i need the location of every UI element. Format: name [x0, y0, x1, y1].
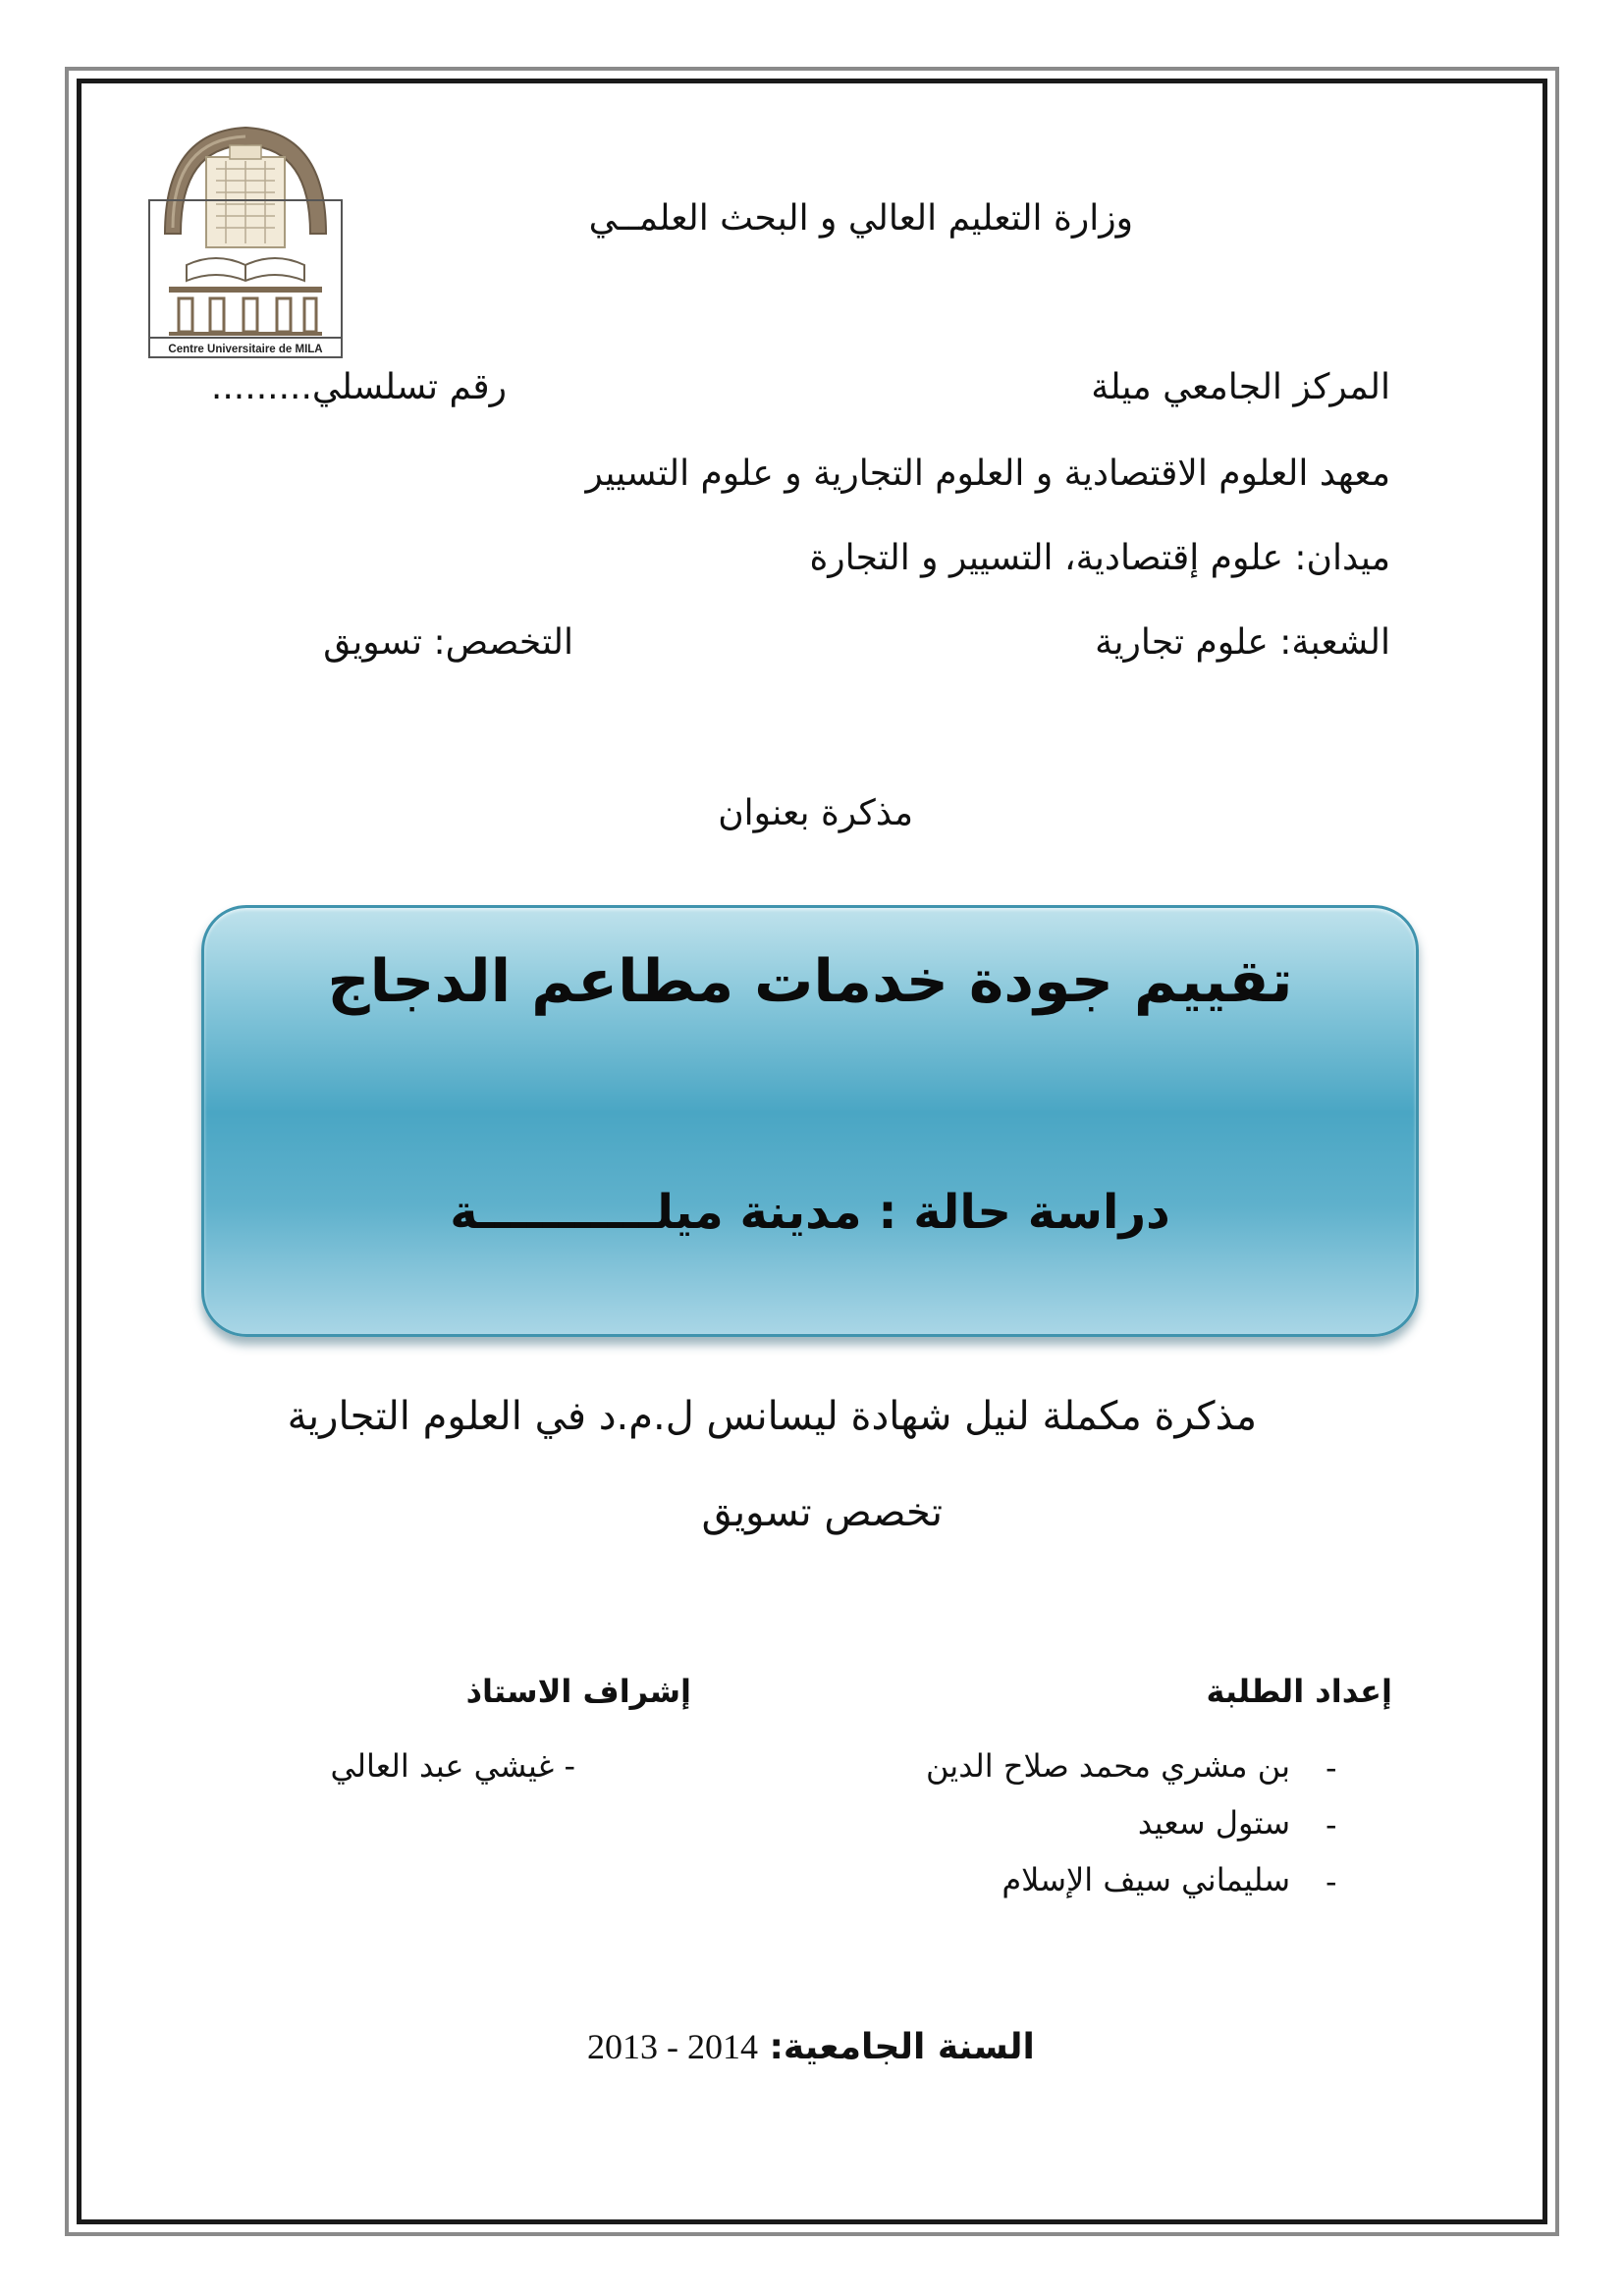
student-name-3: سليماني سيف الإسلام [1001, 1861, 1290, 1898]
institute-name: معهد العلوم الاقتصادية و العلوم التجارية و علوم التسيير [585, 454, 1390, 494]
academic-year-label: السنة الجامعية: [769, 2027, 1035, 2067]
university-logo [147, 118, 344, 358]
supervisor-name: - غيشي عبد العالي [330, 1747, 575, 1785]
students-heading: إعداد الطلبة [1206, 1673, 1392, 1710]
thesis-title: تقييم جودة خدمات مطاعم الدجاج [327, 947, 1293, 1016]
center-name: المركز الجامعي ميلة [1091, 367, 1390, 407]
degree-specialty: تخصص تسويق [701, 1490, 943, 1535]
serial-number: رقم تسلسلي......... [210, 367, 507, 407]
student-dash-3: - [1326, 1863, 1337, 1900]
branch-name: الشعبة: علوم تجارية [1095, 622, 1390, 663]
supervisor-heading: إشراف الاستاذ [465, 1673, 691, 1710]
student-name-2: ستول سعيد [1137, 1804, 1290, 1842]
memo-label: مذكرة بعنوان [718, 793, 913, 833]
logo-caption: Centre Universitaire de MILA [168, 344, 323, 355]
student-dash-2: - [1326, 1806, 1337, 1843]
academic-year-value: 2013 - 2014 [587, 2027, 758, 2066]
academic-year [587, 2026, 1035, 2067]
student-name-1: بن مشري محمد صلاح الدين [925, 1747, 1290, 1785]
student-dash-1: - [1326, 1749, 1337, 1787]
specialty-name: التخصص: تسويق [323, 622, 573, 663]
case-study-title: دراسة حالة : مدينة ميلـــــــــــة [450, 1185, 1170, 1240]
ministry-title: وزارة التعليم العالي و البحث العلمــي [588, 198, 1133, 239]
title-box [201, 905, 1419, 1337]
field-name: ميدان: علوم إقتصادية، التسيير و التجارة [809, 538, 1390, 578]
degree-line: مذكرة مكملة لنيل شهادة ليسانس ل.م.د في العلوم التجارية [287, 1394, 1257, 1439]
